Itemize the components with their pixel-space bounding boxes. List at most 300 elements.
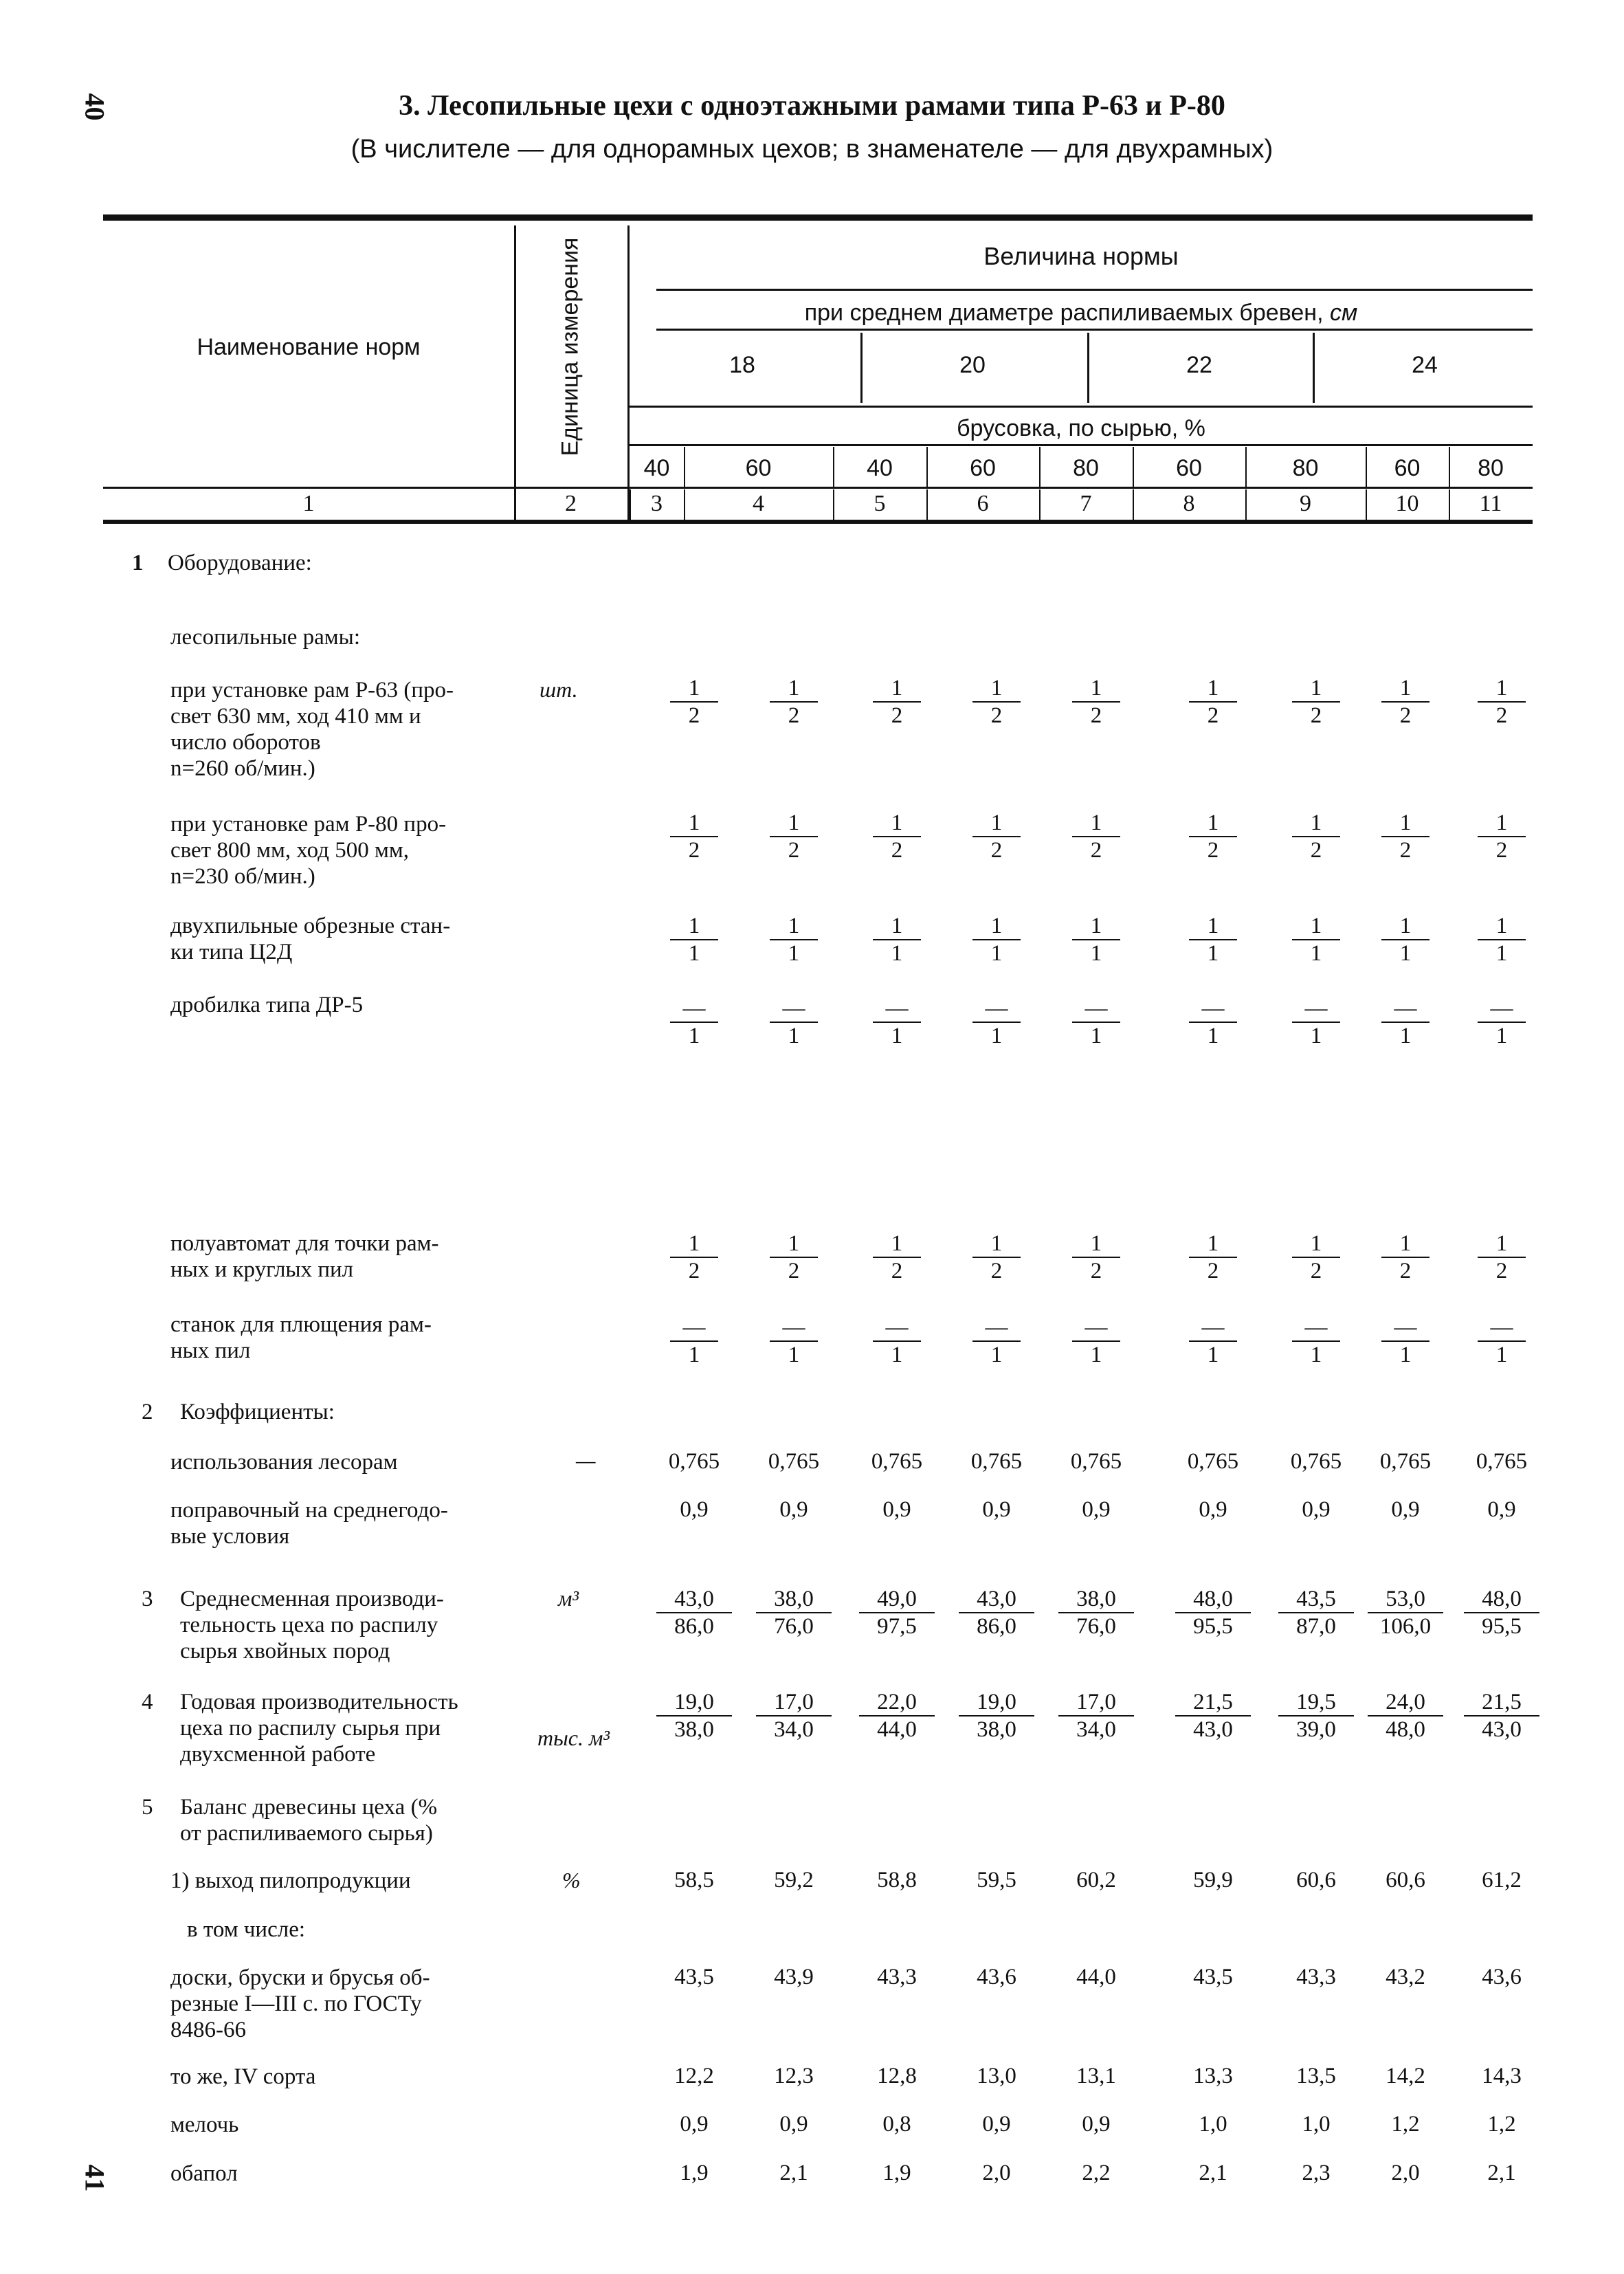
fraction-denominator: 1 bbox=[688, 941, 700, 966]
value-cell: 0,9 bbox=[680, 1497, 709, 1522]
fraction-cell bbox=[972, 1314, 1021, 1368]
fraction-numerator: 1 bbox=[1189, 675, 1237, 703]
row-label-iv bbox=[170, 2064, 528, 2090]
column-number: 6 bbox=[977, 491, 989, 516]
column-number: 11 bbox=[1479, 491, 1502, 516]
fraction-numerator: — bbox=[972, 1314, 1021, 1342]
value-cell: 43,5 bbox=[1193, 1965, 1233, 1989]
fraction-cell bbox=[873, 913, 921, 967]
fraction-denominator: 2 bbox=[990, 1259, 1003, 1283]
value-cell: 13,0 bbox=[977, 2064, 1016, 2088]
fraction-cell bbox=[1292, 1314, 1340, 1368]
value-cell: 59,9 bbox=[1193, 1868, 1233, 1892]
fraction-cell bbox=[1058, 1689, 1134, 1743]
header-percent: 80 bbox=[1478, 455, 1504, 481]
fraction-cell bbox=[1292, 1230, 1340, 1284]
fraction-numerator: 1 bbox=[1292, 1230, 1340, 1258]
section-2-num: 2 bbox=[142, 1400, 153, 1424]
fraction-cell bbox=[670, 913, 718, 967]
value-cell: 1,2 bbox=[1391, 2112, 1420, 2137]
fraction-cell bbox=[1278, 1586, 1354, 1640]
header-percent: 60 bbox=[970, 455, 996, 481]
header-divider-1 bbox=[514, 225, 516, 521]
label-line: вые условия bbox=[170, 1524, 290, 1549]
fraction-denominator: 1 bbox=[1399, 1343, 1412, 1367]
header-diameter-18: 18 bbox=[729, 352, 755, 378]
fraction-denominator: 1 bbox=[788, 1343, 800, 1367]
colnum-divider bbox=[1039, 489, 1041, 520]
fraction-cell bbox=[873, 995, 921, 1049]
value-cell: 0,9 bbox=[882, 1497, 911, 1522]
fraction-denominator: 2 bbox=[990, 703, 1003, 728]
fraction-denominator: 1 bbox=[1399, 1024, 1412, 1048]
fraction-cell bbox=[972, 995, 1021, 1049]
fraction-denominator: 2 bbox=[688, 703, 700, 728]
fraction-denominator: 1 bbox=[891, 1343, 903, 1367]
page-number-top: 40 bbox=[79, 93, 111, 121]
fraction-numerator: 1 bbox=[873, 913, 921, 940]
fraction-numerator: — bbox=[1072, 1314, 1120, 1342]
fraction-denominator: 2 bbox=[1207, 703, 1219, 728]
fraction-denominator: 2 bbox=[1495, 838, 1508, 863]
value-cell: 1,0 bbox=[1302, 2112, 1331, 2137]
header-percent: 80 bbox=[1292, 455, 1319, 481]
fraction-numerator: 19,0 bbox=[656, 1689, 732, 1716]
fraction-denominator: 2 bbox=[990, 838, 1003, 863]
fraction-denominator: 2 bbox=[1310, 1259, 1322, 1283]
fraction-cell bbox=[1072, 995, 1120, 1049]
header-diameter-20: 20 bbox=[959, 352, 986, 378]
value-cell: 61,2 bbox=[1482, 1868, 1522, 1892]
value-cell: 0,9 bbox=[1082, 1497, 1111, 1522]
fraction-numerator: 17,0 bbox=[1058, 1689, 1134, 1716]
header-rule-3 bbox=[630, 406, 1533, 408]
fraction-denominator: 2 bbox=[1090, 1259, 1102, 1283]
percent-divider bbox=[1366, 447, 1367, 487]
fraction-cell bbox=[1189, 810, 1237, 863]
label-line: то же, IV сорта bbox=[170, 2064, 316, 2089]
fraction-numerator: 1 bbox=[770, 675, 818, 703]
value-cell: 0,9 bbox=[982, 1497, 1011, 1522]
percent-divider bbox=[833, 447, 834, 487]
fraction-denominator: 95,5 bbox=[1482, 1614, 1522, 1639]
fraction-cell bbox=[972, 810, 1021, 863]
fraction-denominator: 1 bbox=[891, 941, 903, 966]
fraction-cell bbox=[1292, 810, 1340, 863]
fraction-denominator: 86,0 bbox=[674, 1614, 714, 1639]
diameter-divider-3 bbox=[1313, 333, 1315, 403]
fraction-denominator: 1 bbox=[1090, 1024, 1102, 1048]
label-line: резные I—III с. по ГОСТу bbox=[170, 1991, 422, 2016]
fraction-numerator: — bbox=[1381, 995, 1430, 1023]
column-number: 7 bbox=[1080, 491, 1092, 516]
value-cell: 2,0 bbox=[982, 2161, 1011, 2185]
row-label-yield bbox=[170, 1868, 528, 1894]
column-number: 8 bbox=[1183, 491, 1195, 516]
fraction-denominator: 1 bbox=[1495, 941, 1508, 966]
percent-divider bbox=[1133, 447, 1134, 487]
fraction-denominator: 2 bbox=[688, 838, 700, 863]
fraction-numerator: 1 bbox=[1478, 1230, 1526, 1258]
value-cell: 43,3 bbox=[1296, 1965, 1336, 1989]
fraction-denominator: 1 bbox=[1310, 1024, 1322, 1048]
label-line: 1) выход пилопродукции bbox=[170, 1868, 411, 1893]
row-unit-yield: % bbox=[562, 1868, 581, 1892]
header-rule-2 bbox=[656, 329, 1533, 331]
label-line: дробилка типа ДР-5 bbox=[170, 993, 364, 1017]
header-percent: 60 bbox=[1176, 455, 1202, 481]
fraction-numerator: 53,0 bbox=[1368, 1586, 1443, 1613]
fraction-cell bbox=[1072, 675, 1120, 729]
fraction-cell bbox=[873, 1230, 921, 1284]
fraction-numerator: 48,0 bbox=[1464, 1586, 1539, 1613]
fraction-numerator: 1 bbox=[972, 675, 1021, 703]
label-line: при установке рам Р-80 про- bbox=[170, 812, 447, 837]
value-cell: 0,9 bbox=[982, 2112, 1011, 2137]
value-cell: 0,765 bbox=[768, 1449, 820, 1474]
fraction-denominator: 2 bbox=[891, 838, 903, 863]
table-top-rule bbox=[103, 214, 1533, 221]
fraction-denominator: 34,0 bbox=[774, 1717, 814, 1742]
fraction-numerator: 1 bbox=[1189, 1230, 1237, 1258]
fraction-denominator: 1 bbox=[1310, 1343, 1322, 1367]
label-line: использования лесорам bbox=[170, 1450, 398, 1475]
value-cell: 0,9 bbox=[1302, 1497, 1331, 1522]
fraction-denominator: 1 bbox=[990, 1343, 1003, 1367]
row-label-dr5 bbox=[170, 992, 528, 1018]
fraction-denominator: 2 bbox=[1207, 1259, 1219, 1283]
fraction-denominator: 2 bbox=[1495, 703, 1508, 728]
fraction-numerator: — bbox=[1381, 1314, 1430, 1342]
fraction-cell bbox=[1072, 1230, 1120, 1284]
fraction-numerator: — bbox=[1292, 995, 1340, 1023]
fraction-denominator: 2 bbox=[1207, 838, 1219, 863]
fraction-numerator: 1 bbox=[873, 1230, 921, 1258]
label-line: сырья хвойных пород bbox=[180, 1639, 390, 1664]
section-4-num: 4 bbox=[142, 1690, 153, 1714]
fraction-cell bbox=[873, 1314, 921, 1368]
label-line: в том числе: bbox=[187, 1917, 306, 1942]
fraction-numerator: 1 bbox=[770, 1230, 818, 1258]
fraction-cell bbox=[670, 675, 718, 729]
fraction-denominator: 38,0 bbox=[977, 1717, 1016, 1742]
colnum-divider bbox=[630, 489, 631, 520]
fraction-cell bbox=[1381, 1230, 1430, 1284]
header-percent: 60 bbox=[745, 455, 772, 481]
page-subtitle: (В числителе — для однорамных цехов; в знаменателе — для двухрамных) bbox=[351, 135, 1273, 164]
fraction-numerator: 1 bbox=[770, 810, 818, 837]
column-number: 1 bbox=[302, 491, 315, 516]
colnum-divider bbox=[1366, 489, 1367, 520]
page-title: 3. Лесопильные цехи с одноэтажными рамами типа Р-63 и Р-80 bbox=[399, 90, 1225, 122]
column-number: 9 bbox=[1300, 491, 1311, 516]
fraction-numerator: 1 bbox=[1478, 675, 1526, 703]
label-line: ки типа Ц2Д bbox=[170, 940, 293, 964]
value-cell: 0,765 bbox=[1290, 1449, 1342, 1474]
section-5-label bbox=[180, 1794, 437, 1846]
fraction-denominator: 1 bbox=[1207, 1024, 1219, 1048]
colnum-divider bbox=[1245, 489, 1247, 520]
row-label-r63 bbox=[170, 677, 528, 782]
section-2-label: Коэффициенты: bbox=[180, 1400, 335, 1424]
fraction-denominator: 95,5 bbox=[1193, 1614, 1233, 1639]
colnum-divider bbox=[926, 489, 928, 520]
row-unit-prod: м³ bbox=[558, 1586, 579, 1611]
value-cell: 2,2 bbox=[1082, 2161, 1111, 2185]
value-cell: 1,9 bbox=[882, 2161, 911, 2185]
fraction-cell bbox=[770, 675, 818, 729]
row-label-c2d bbox=[170, 913, 528, 965]
fraction-numerator: 1 bbox=[1072, 1230, 1120, 1258]
value-cell: 58,8 bbox=[877, 1868, 917, 1892]
value-cell: 1,2 bbox=[1487, 2112, 1516, 2137]
value-cell: 0,8 bbox=[882, 2112, 911, 2137]
fraction-denominator: 48,0 bbox=[1386, 1717, 1425, 1742]
fraction-denominator: 2 bbox=[1399, 1259, 1412, 1283]
label-line: свет 630 мм, ход 410 мм и bbox=[170, 704, 421, 729]
fraction-numerator: 1 bbox=[873, 675, 921, 703]
label-line: n=230 об/мин.) bbox=[170, 864, 315, 889]
fraction-denominator: 2 bbox=[891, 703, 903, 728]
label-line: двухсменной работе bbox=[180, 1742, 376, 1767]
value-cell: 1,0 bbox=[1199, 2112, 1227, 2137]
fraction-numerator: 1 bbox=[670, 675, 718, 703]
fraction-cell bbox=[770, 1314, 818, 1368]
label-line: Годовая производительность bbox=[180, 1690, 458, 1714]
value-cell: 13,3 bbox=[1193, 2064, 1233, 2088]
fraction-denominator: 1 bbox=[788, 941, 800, 966]
fraction-cell bbox=[1478, 995, 1526, 1049]
fraction-denominator: 39,0 bbox=[1296, 1717, 1336, 1742]
value-cell: 58,5 bbox=[674, 1868, 714, 1892]
fraction-numerator: — bbox=[873, 995, 921, 1023]
fraction-numerator: — bbox=[1072, 995, 1120, 1023]
value-cell: 60,2 bbox=[1076, 1868, 1116, 1892]
value-cell: 59,5 bbox=[977, 1868, 1016, 1892]
fraction-denominator: 1 bbox=[990, 941, 1003, 966]
fraction-cell bbox=[1175, 1689, 1251, 1743]
fraction-cell bbox=[770, 1230, 818, 1284]
percent-divider bbox=[1039, 447, 1041, 487]
fraction-denominator: 1 bbox=[891, 1024, 903, 1048]
fraction-denominator: 2 bbox=[1495, 1259, 1508, 1283]
label-line: ных и круглых пил bbox=[170, 1257, 354, 1282]
value-cell: 12,2 bbox=[674, 2064, 714, 2088]
fraction-cell bbox=[1189, 1314, 1237, 1368]
value-cell: 0,9 bbox=[1391, 1497, 1420, 1522]
fraction-numerator: 22,0 bbox=[859, 1689, 935, 1716]
fraction-denominator: 1 bbox=[1310, 941, 1322, 966]
label-line: доски, бруски и брусья об- bbox=[170, 1965, 430, 1990]
percent-divider bbox=[1245, 447, 1247, 487]
page-number-bottom: 41 bbox=[79, 2164, 111, 2192]
fraction-numerator: 1 bbox=[670, 810, 718, 837]
value-cell: 12,8 bbox=[877, 2064, 917, 2088]
fraction-denominator: 1 bbox=[1207, 941, 1219, 966]
fraction-denominator: 43,0 bbox=[1193, 1717, 1233, 1742]
fraction-numerator: 1 bbox=[1478, 913, 1526, 940]
value-cell: 0,765 bbox=[1070, 1449, 1122, 1474]
fraction-numerator: 38,0 bbox=[756, 1586, 832, 1613]
fraction-cell bbox=[1478, 1230, 1526, 1284]
fraction-cell bbox=[873, 810, 921, 863]
fraction-numerator: — bbox=[670, 1314, 718, 1342]
fraction-cell bbox=[756, 1586, 832, 1640]
colnum-divider bbox=[833, 489, 834, 520]
label-line: двухпильные обрезные стан- bbox=[170, 914, 451, 938]
fraction-denominator: 2 bbox=[1399, 838, 1412, 863]
value-cell: 0,765 bbox=[970, 1449, 1023, 1474]
fraction-denominator: 1 bbox=[990, 1024, 1003, 1048]
value-cell: 60,6 bbox=[1386, 1868, 1425, 1892]
value-cell: 59,2 bbox=[774, 1868, 814, 1892]
fraction-cell bbox=[1478, 675, 1526, 729]
colnum-divider bbox=[1133, 489, 1134, 520]
value-cell: 1,9 bbox=[680, 2161, 709, 2185]
label-line: поправочный на среднегодо- bbox=[170, 1498, 448, 1523]
diameter-divider-2 bbox=[1087, 333, 1089, 403]
value-cell: 2,3 bbox=[1302, 2161, 1331, 2185]
fraction-cell bbox=[1189, 913, 1237, 967]
fraction-cell bbox=[1478, 810, 1526, 863]
label-line: мелочь bbox=[170, 2112, 239, 2137]
value-cell: 2,1 bbox=[1199, 2161, 1227, 2185]
fraction-numerator: 1 bbox=[873, 810, 921, 837]
fraction-numerator: 1 bbox=[1478, 810, 1526, 837]
fraction-cell bbox=[1381, 1314, 1430, 1368]
fraction-numerator: 49,0 bbox=[859, 1586, 935, 1613]
fraction-numerator: — bbox=[873, 1314, 921, 1342]
fraction-numerator: 43,5 bbox=[1278, 1586, 1354, 1613]
header-norm-value: Величина нормы bbox=[983, 242, 1179, 270]
value-cell: 12,3 bbox=[774, 2064, 814, 2088]
fraction-cell bbox=[972, 675, 1021, 729]
value-cell: 0,9 bbox=[680, 2112, 709, 2137]
fraction-cell bbox=[1368, 1689, 1443, 1743]
fraction-denominator: 34,0 bbox=[1076, 1717, 1116, 1742]
value-cell: 0,9 bbox=[1199, 1497, 1227, 1522]
value-cell: 43,6 bbox=[1482, 1965, 1522, 1989]
fraction-numerator: — bbox=[1292, 1314, 1340, 1342]
section-1-label: Оборудование: bbox=[168, 551, 312, 575]
label-line: тельность цеха по распилу bbox=[180, 1613, 438, 1637]
column-number: 4 bbox=[753, 491, 764, 516]
fraction-numerator: — bbox=[770, 1314, 818, 1342]
row-label-flat bbox=[170, 1312, 528, 1364]
label-line: n=260 об/мин.) bbox=[170, 756, 315, 781]
value-cell: 14,3 bbox=[1482, 2064, 1522, 2088]
fraction-cell bbox=[770, 913, 818, 967]
label-line: Среднесменная производи- bbox=[180, 1587, 444, 1611]
fraction-numerator: 24,0 bbox=[1368, 1689, 1443, 1716]
fraction-numerator: 1 bbox=[1072, 810, 1120, 837]
percent-divider bbox=[684, 447, 685, 487]
fraction-denominator: 2 bbox=[1399, 703, 1412, 728]
value-cell: 0,765 bbox=[1476, 1449, 1528, 1474]
section-4-label bbox=[180, 1689, 458, 1767]
fraction-numerator: 21,5 bbox=[1175, 1689, 1251, 1716]
fraction-numerator: 48,0 bbox=[1175, 1586, 1251, 1613]
section-3-num: 3 bbox=[142, 1587, 153, 1611]
label-line: цеха по распилу сырья при bbox=[180, 1716, 441, 1741]
value-cell: 13,5 bbox=[1296, 2064, 1336, 2088]
fraction-denominator: 76,0 bbox=[774, 1614, 814, 1639]
fraction-numerator: 43,0 bbox=[656, 1586, 732, 1613]
fraction-cell bbox=[972, 1230, 1021, 1284]
fraction-numerator: 21,5 bbox=[1464, 1689, 1539, 1716]
fraction-cell bbox=[1189, 675, 1237, 729]
fraction-denominator: 1 bbox=[1495, 1343, 1508, 1367]
header-rule-1 bbox=[656, 289, 1533, 291]
fraction-numerator: 19,0 bbox=[959, 1689, 1034, 1716]
fraction-numerator: 1 bbox=[972, 913, 1021, 940]
fraction-denominator: 2 bbox=[788, 703, 800, 728]
section-1-num: 1 bbox=[132, 551, 144, 575]
fraction-denominator: 106,0 bbox=[1379, 1614, 1432, 1639]
value-cell: 43,3 bbox=[877, 1965, 917, 1989]
header-percent: 40 bbox=[643, 455, 670, 481]
fraction-numerator: 1 bbox=[1381, 1230, 1430, 1258]
fraction-numerator: 1 bbox=[1292, 810, 1340, 837]
fraction-numerator: — bbox=[770, 995, 818, 1023]
fraction-denominator: 2 bbox=[1090, 703, 1102, 728]
fraction-denominator: 2 bbox=[1090, 838, 1102, 863]
fraction-numerator: — bbox=[1478, 995, 1526, 1023]
fraction-cell bbox=[1478, 913, 1526, 967]
fraction-cell bbox=[1478, 1314, 1526, 1368]
row-unit-util: — bbox=[576, 1448, 596, 1472]
fraction-numerator: — bbox=[1189, 995, 1237, 1023]
fraction-cell bbox=[1058, 1586, 1134, 1640]
fraction-numerator: 1 bbox=[1381, 913, 1430, 940]
fraction-numerator: 1 bbox=[1292, 675, 1340, 703]
section-5-num: 5 bbox=[142, 1795, 153, 1820]
value-cell: 13,1 bbox=[1076, 2064, 1116, 2088]
fraction-cell bbox=[670, 810, 718, 863]
header-bottom-rule bbox=[103, 520, 1533, 524]
column-number: 10 bbox=[1395, 491, 1419, 516]
fraction-cell bbox=[873, 675, 921, 729]
value-cell: 44,0 bbox=[1076, 1965, 1116, 1989]
fraction-numerator: 1 bbox=[1072, 913, 1120, 940]
fraction-cell bbox=[770, 810, 818, 863]
value-cell: 0,765 bbox=[871, 1449, 923, 1474]
row-label-util bbox=[170, 1449, 528, 1475]
value-cell: 43,2 bbox=[1386, 1965, 1425, 1989]
fraction-numerator: — bbox=[1478, 1314, 1526, 1342]
fraction-cell bbox=[1292, 913, 1340, 967]
fraction-denominator: 2 bbox=[788, 1259, 800, 1283]
fraction-numerator: 1 bbox=[972, 810, 1021, 837]
fraction-denominator: 2 bbox=[1310, 703, 1322, 728]
section-3-label bbox=[180, 1586, 444, 1664]
fraction-cell bbox=[1292, 675, 1340, 729]
header-diameter-22: 22 bbox=[1186, 352, 1212, 378]
row-label-r80 bbox=[170, 811, 528, 890]
fraction-denominator: 76,0 bbox=[1076, 1614, 1116, 1639]
fraction-cell bbox=[1072, 1314, 1120, 1368]
fraction-numerator: 1 bbox=[770, 913, 818, 940]
fraction-cell bbox=[656, 1689, 732, 1743]
fraction-cell bbox=[670, 1230, 718, 1284]
fraction-denominator: 1 bbox=[1090, 1343, 1102, 1367]
fraction-numerator: 43,0 bbox=[959, 1586, 1034, 1613]
row-label-incl bbox=[187, 1917, 544, 1943]
section-1-sub: лесопильные рамы: bbox=[170, 625, 361, 650]
value-cell: 14,2 bbox=[1386, 2064, 1425, 2088]
fraction-cell bbox=[959, 1586, 1034, 1640]
fraction-denominator: 1 bbox=[1207, 1343, 1219, 1367]
